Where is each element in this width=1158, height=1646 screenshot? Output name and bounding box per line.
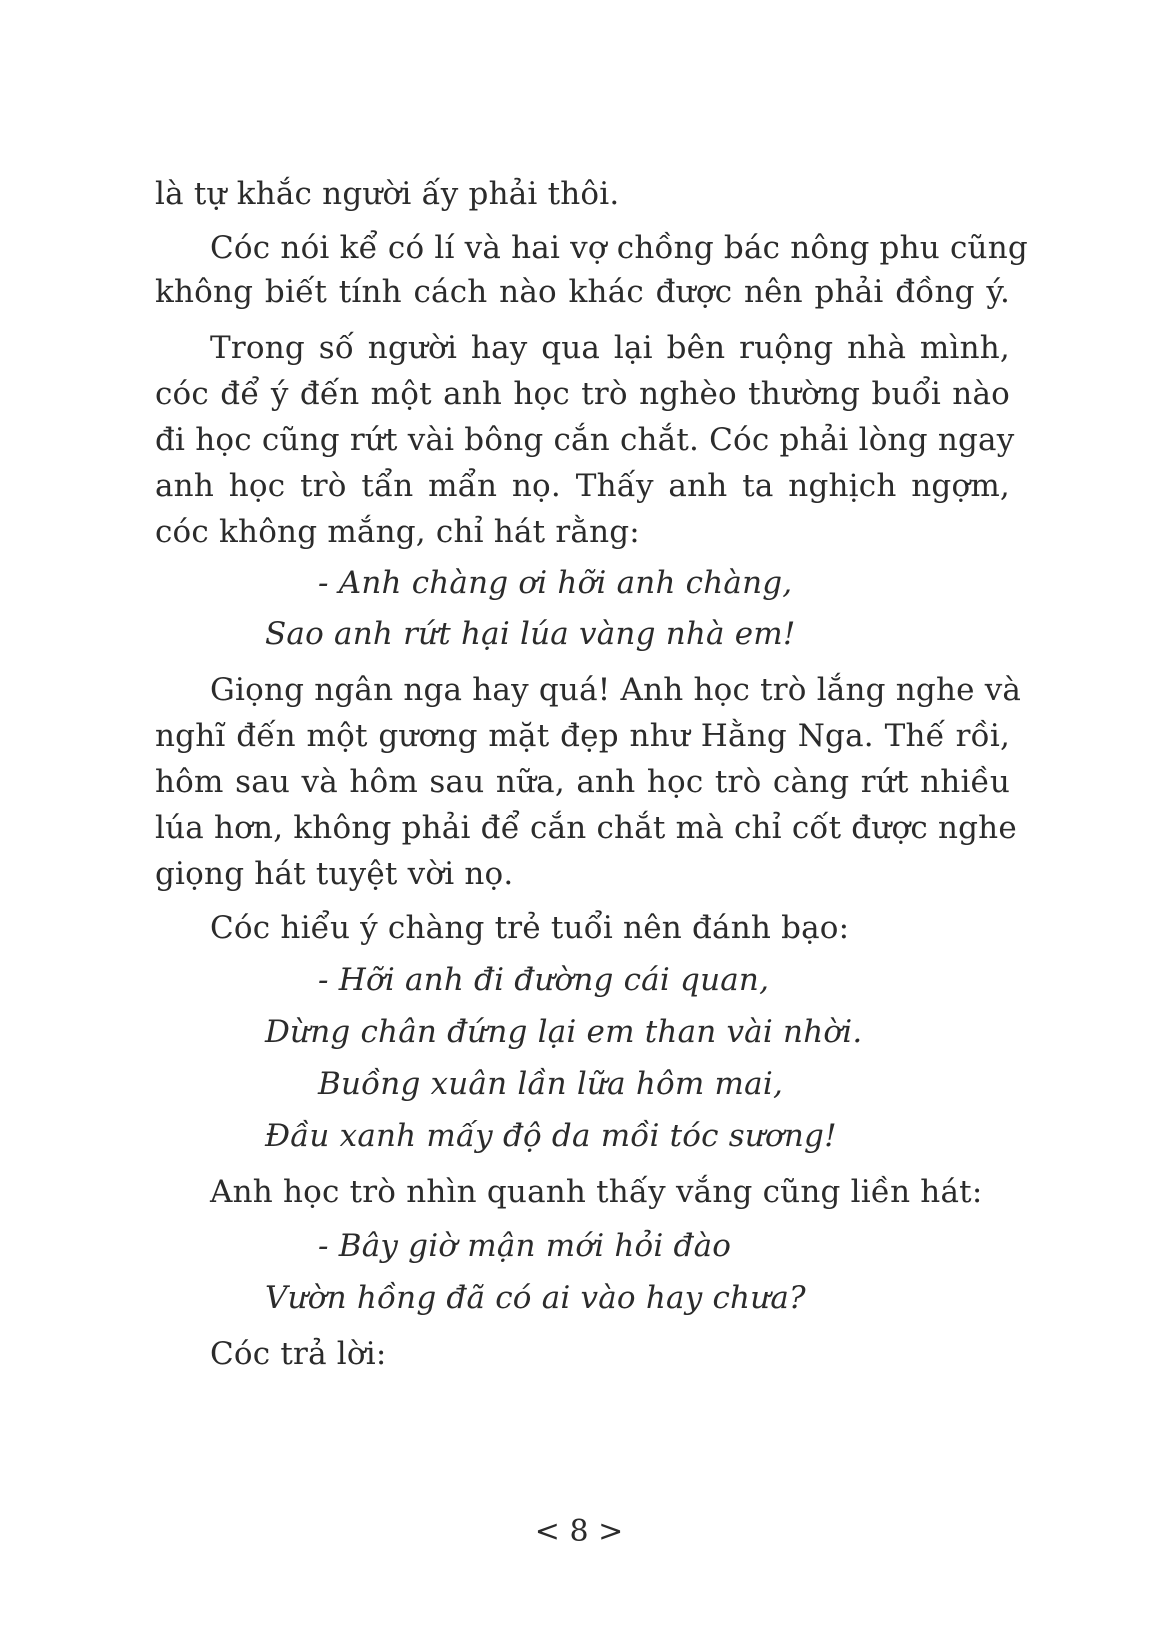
paragraph-first-line: Cóc hiểu ý chàng trẻ tuổi nên đánh bạo: [210,910,850,946]
text-line: không biết tính cách nào khác được nên phải đồng ý. [155,274,1010,310]
paragraph-first-line: Trong số người hay qua lại bên ruộng nhà mình, [210,330,1010,366]
text-line: hôm sau và hôm sau nữa, anh học trò càng rứt nhiều [155,764,1010,800]
paragraph-first-line: Giọng ngân nga hay quá! Anh học trò lắng nghe và [210,672,1022,708]
poem-line: Dừng chân đứng lại em than vài nhời. [265,1014,863,1050]
text-line: đi học cũng rứt vài bông cắn chắt. Cóc phải lòng ngay [155,422,1015,458]
page-number: < 8 > [534,1514,624,1549]
paragraph-first-line: Anh học trò nhìn quanh thấy vắng cũng liền hát: [210,1174,983,1210]
text-line: là tự khắc người ấy phải thôi. [155,176,620,212]
poem-line: - Anh chàng ơi hỡi anh chàng, [318,565,793,601]
text-line: cóc để ý đến một anh học trò nghèo thường buổi nào [155,376,1010,412]
text-line: giọng hát tuyệt vời nọ. [155,856,514,892]
poem-line: - Hỡi anh đi đường cái quan, [318,962,770,998]
text-line: anh học trò tẩn mẩn nọ. Thấy anh ta nghịch ngợm, [155,468,1010,504]
poem-line: Sao anh rứt hại lúa vàng nhà em! [265,616,796,652]
text-line: cóc không mắng, chỉ hát rằng: [155,514,640,550]
poem-line: Đầu xanh mấy độ da mồi tóc sương! [265,1118,837,1154]
paragraph-first-line: Cóc nói kể có lí và hai vợ chồng bác nông phu cũng [210,230,1028,266]
poem-line: Vườn hồng đã có ai vào hay chưa? [265,1280,806,1316]
poem-line: - Bây giờ mận mới hỏi đào [318,1228,732,1264]
text-line: nghĩ đến một gương mặt đẹp như Hằng Nga. Thế rồi, [155,718,1010,754]
poem-line: Buồng xuân lần lữa hôm mai, [318,1066,783,1102]
paragraph-first-line: Cóc trả lời: [210,1336,387,1372]
text-line: lúa hơn, không phải để cắn chắt mà chỉ cốt được nghe [155,810,1017,846]
